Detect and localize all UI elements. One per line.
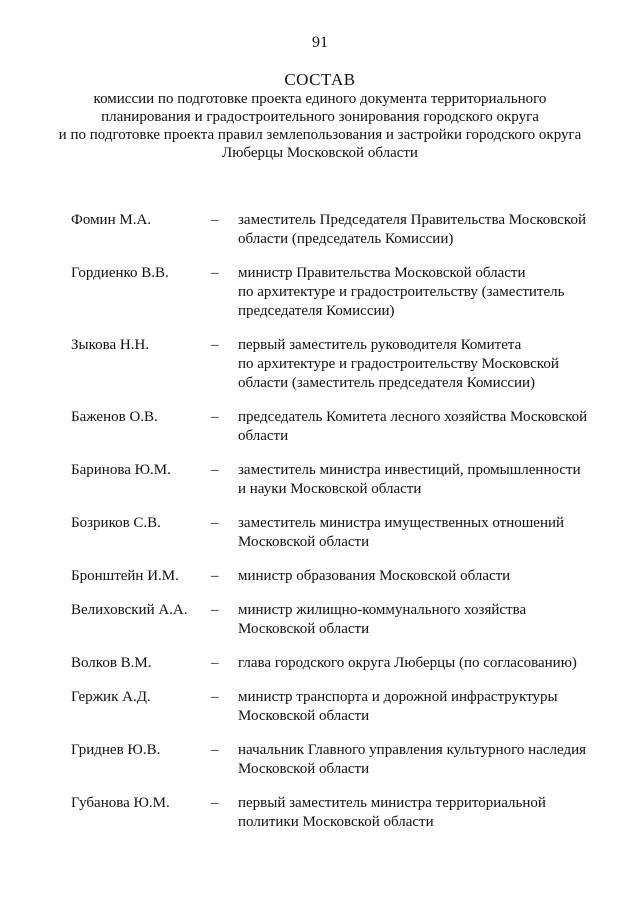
member-name: Баринова Ю.М. [71, 462, 171, 478]
member-role [238, 211, 611, 249]
member-name: Бронштейн И.М. [71, 568, 179, 584]
member-role-line: области (заместитель председателя Комиссии) [238, 375, 536, 391]
dash-separator: – [211, 515, 219, 531]
member-name: Велиховский А.А. [71, 602, 188, 618]
member-role [238, 336, 611, 393]
member-role [238, 567, 611, 586]
document-title: СОСТАВ [284, 70, 356, 89]
member-role-line: заместитель Председателя Правительства Московской [238, 212, 586, 228]
commission-member [71, 336, 611, 393]
commission-member [71, 567, 611, 586]
page-number: 91 [312, 34, 328, 51]
member-role [238, 264, 611, 321]
member-role [238, 794, 611, 832]
commission-member [71, 461, 611, 499]
member-role [238, 461, 611, 499]
dash-separator: – [211, 337, 219, 353]
member-role-line: политики Московской области [238, 814, 434, 830]
member-role-line: начальник Главного управления культурного наследия [238, 742, 587, 758]
commission-member [71, 408, 611, 446]
member-role-line: по архитектуре и градостроительству (заместитель [238, 284, 565, 300]
member-role-line: области [238, 428, 289, 444]
header-line: комиссии по подготовке проекта единого документа территориального [93, 91, 547, 107]
member-name: Губанова Ю.М. [71, 795, 170, 811]
member-name: Гержик А.Д. [71, 689, 151, 705]
member-role-line: министр образования Московской области [238, 568, 511, 584]
member-role-line: Московской области [238, 621, 370, 637]
commission-member [71, 654, 611, 673]
member-role-line: министр жилищно-коммунального хозяйства [238, 602, 527, 618]
member-role-line: глава городского округа Люберцы (по согласованию) [238, 655, 577, 671]
header-line: планирования и градостроительного зонирования городского округа [101, 109, 539, 125]
member-role-line: заместитель министра имущественных отношений [238, 515, 565, 531]
member-role-line: области (председатель Комиссии) [238, 231, 454, 247]
header-line: и по подготовке проекта правил землепользования и застройки городского округа [58, 127, 582, 143]
member-role-line: Московской области [238, 761, 370, 777]
member-role-line: заместитель министра инвестиций, промышленности [238, 462, 581, 478]
dash-separator: – [211, 409, 219, 425]
dash-separator: – [211, 265, 219, 281]
dash-separator: – [211, 602, 219, 618]
member-role-line: министр Правительства Московской области [238, 265, 526, 281]
member-role [238, 741, 611, 779]
member-role [238, 408, 611, 446]
dash-separator: – [211, 462, 219, 478]
dash-separator: – [211, 212, 219, 228]
dash-separator: – [211, 568, 219, 584]
dash-separator: – [211, 689, 219, 705]
member-name: Зыкова Н.Н. [71, 337, 150, 353]
commission-member [71, 211, 611, 249]
commission-member [71, 741, 611, 779]
member-name: Гриднев Ю.В. [71, 742, 161, 758]
commission-member-list [71, 211, 611, 847]
dash-separator: – [211, 742, 219, 758]
member-role [238, 654, 611, 673]
member-name: Волков В.М. [71, 655, 152, 671]
dash-separator: – [211, 795, 219, 811]
member-role-line: председателя Комиссии) [238, 303, 395, 319]
dash-separator: – [211, 655, 219, 671]
header-line: Люберцы Московской области [222, 145, 418, 161]
member-role [238, 514, 611, 552]
member-name: Фомин М.А. [71, 212, 152, 228]
member-role-line: первый заместитель руководителя Комитета [238, 337, 522, 353]
commission-member [71, 601, 611, 639]
member-name: Гордиенко В.В. [71, 265, 169, 281]
commission-member [71, 264, 611, 321]
document-header [40, 70, 600, 162]
commission-member [71, 688, 611, 726]
member-role-line: Московской области [238, 708, 370, 724]
member-name: Баженов О.В. [71, 409, 158, 425]
commission-member [71, 794, 611, 832]
member-role-line: председатель Комитета лесного хозяйства Московской [238, 409, 588, 425]
member-role-line: первый заместитель министра территориальной [238, 795, 546, 811]
member-role [238, 601, 611, 639]
member-name: Бозриков С.В. [71, 515, 161, 531]
commission-member [71, 514, 611, 552]
member-role-line: министр транспорта и дорожной инфраструктуры [238, 689, 558, 705]
member-role-line: Московской области [238, 534, 370, 550]
member-role-line: и науки Московской области [238, 481, 422, 497]
member-role-line: по архитектуре и градостроительству Московской [238, 356, 559, 372]
member-role [238, 688, 611, 726]
